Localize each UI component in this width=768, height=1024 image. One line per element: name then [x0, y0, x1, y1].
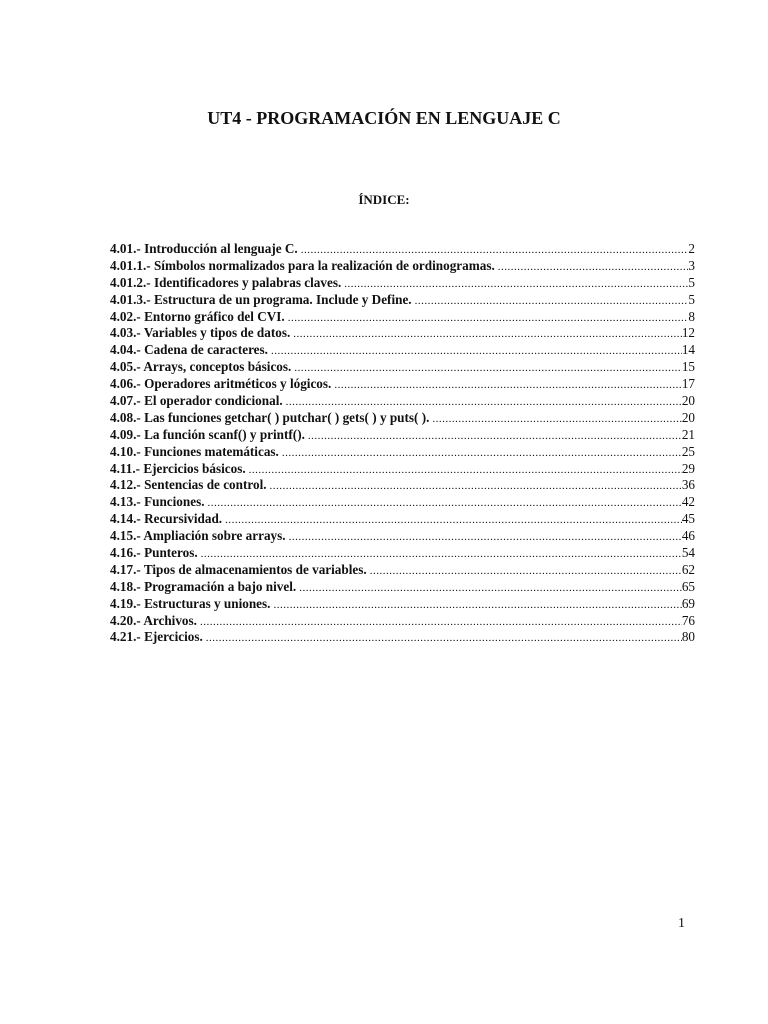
toc-entry[interactable] — [110, 494, 695, 511]
toc-dot-leader — [205, 495, 682, 511]
toc-entry[interactable] — [110, 359, 695, 376]
toc-entry-label: 4.15.- Ampliación sobre arrays. — [110, 528, 286, 544]
toc-entry[interactable] — [110, 444, 695, 461]
toc-entry[interactable] — [110, 241, 695, 258]
toc-entry[interactable] — [110, 325, 695, 342]
toc-dot-leader — [283, 394, 682, 410]
toc-entry-page: 80 — [681, 629, 695, 645]
toc-entry-page: 65 — [681, 578, 695, 594]
toc-entry-page: 12 — [681, 325, 695, 341]
toc-entry-label: 4.01.2.- Identificadores y palabras claves. — [110, 274, 342, 290]
toc-entry-page: 17 — [681, 376, 695, 392]
toc-entry[interactable] — [110, 427, 695, 444]
toc-entry-page: 15 — [681, 359, 695, 375]
toc-entry[interactable] — [110, 342, 695, 359]
toc-dot-leader — [270, 597, 681, 613]
toc-entry-label: 4.18.- Programación a bajo nivel. — [110, 578, 297, 594]
toc-dot-leader — [197, 614, 682, 630]
toc-entry-page: 45 — [681, 511, 695, 527]
toc-dot-leader — [298, 242, 689, 258]
toc-dot-leader — [331, 377, 681, 393]
toc-dot-leader — [268, 343, 682, 359]
toc-entry-page: 2 — [688, 241, 695, 256]
toc-entry[interactable] — [110, 613, 695, 630]
toc-dot-leader — [291, 360, 681, 376]
table-of-contents — [110, 241, 695, 646]
toc-entry-page: 29 — [681, 460, 695, 476]
toc-entry-label: 4.01.- Introducción al lenguaje C. — [110, 241, 298, 256]
toc-entry-label: 4.16.- Punteros. — [110, 545, 198, 561]
toc-entry-label: 4.09.- La función scanf() y printf(). — [110, 426, 305, 442]
toc-entry-label: 4.01.3.- Estructura de un programa. Include y Define. — [110, 291, 412, 307]
page-title: UT4 - PROGRAMACIÓN EN LENGUAJE C — [207, 108, 561, 128]
toc-entry-label: 4.11.- Ejercicios básicos. — [110, 460, 246, 476]
toc-entry-page: 14 — [681, 342, 695, 358]
toc-dot-leader — [285, 310, 689, 326]
toc-entry-page: 5 — [688, 274, 695, 290]
toc-entry-page: 54 — [681, 545, 695, 561]
toc-dot-leader — [429, 411, 681, 427]
toc-entry[interactable] — [110, 275, 695, 292]
toc-entry[interactable] — [110, 461, 695, 478]
toc-entry[interactable] — [110, 545, 695, 562]
toc-dot-leader — [222, 512, 682, 528]
toc-entry-page: 20 — [681, 409, 695, 425]
toc-dot-leader — [286, 529, 682, 545]
toc-entry-label: 4.20.- Archivos. — [110, 612, 197, 628]
toc-entry-label: 4.04.- Cadena de caracteres. — [110, 342, 268, 358]
toc-entry-label: 4.12.- Sentencias de control. — [110, 477, 267, 493]
toc-entry-page: 20 — [681, 393, 695, 409]
toc-entry[interactable] — [110, 596, 695, 613]
toc-entry[interactable] — [110, 511, 695, 528]
toc-entry-page: 36 — [681, 477, 695, 493]
toc-entry-label: 4.01.1.- Símbolos normalizados para la realización de ordinogramas. — [110, 257, 495, 273]
toc-entry[interactable] — [110, 579, 695, 596]
toc-entry-page: 21 — [681, 426, 695, 442]
toc-entry-page: 42 — [681, 494, 695, 510]
toc-entry-page: 25 — [681, 443, 695, 459]
toc-entry-label: 4.19.- Estructuras y uniones. — [110, 595, 271, 611]
toc-entry-page: 5 — [688, 291, 695, 307]
toc-dot-leader — [290, 326, 682, 342]
toc-dot-leader — [279, 445, 682, 461]
toc-entry-label: 4.05.- Arrays, conceptos básicos. — [110, 359, 292, 375]
toc-entry-page: 3 — [688, 257, 695, 273]
toc-dot-leader — [341, 276, 688, 292]
toc-entry[interactable] — [110, 309, 695, 326]
toc-entry-label: 4.21.- Ejercicios. — [110, 629, 203, 645]
page-number: 1 — [678, 916, 685, 931]
toc-entry-label: 4.02.- Entorno gráfico del CVI. — [110, 308, 285, 324]
toc-heading: ÍNDICE: — [358, 192, 410, 207]
toc-entry-label: 4.08.- Las funciones getchar( ) putchar( ) gets( ) y puts( ). — [110, 409, 430, 425]
toc-entry[interactable] — [110, 629, 695, 646]
toc-dot-leader — [203, 630, 682, 646]
toc-dot-leader — [495, 259, 689, 275]
toc-entry-label: 4.17.- Tipos de almacenamientos de variables. — [110, 561, 367, 577]
toc-entry-page: 76 — [681, 612, 695, 628]
toc-dot-leader — [267, 478, 682, 494]
toc-entry-label: 4.07.- El operador condicional. — [110, 393, 283, 409]
toc-entry-label: 4.03.- Variables y tipos de datos. — [110, 325, 291, 341]
toc-dot-leader — [296, 580, 682, 596]
toc-entry[interactable] — [110, 376, 695, 393]
toc-entry[interactable] — [110, 393, 695, 410]
toc-entry[interactable] — [110, 477, 695, 494]
toc-entry[interactable] — [110, 562, 695, 579]
toc-dot-leader — [198, 546, 682, 562]
toc-entry-label: 4.06.- Operadores aritméticos y lógicos. — [110, 376, 332, 392]
toc-entry[interactable] — [110, 292, 695, 309]
toc-entry[interactable] — [110, 258, 695, 275]
toc-entry[interactable] — [110, 410, 695, 427]
toc-entry-page: 8 — [688, 308, 695, 324]
toc-entry-page: 46 — [681, 528, 695, 544]
toc-dot-leader — [305, 428, 682, 444]
toc-entry-label: 4.10.- Funciones matemáticas. — [110, 443, 279, 459]
toc-dot-leader — [412, 293, 689, 309]
toc-entry-page: 62 — [681, 561, 695, 577]
toc-entry-page: 69 — [681, 595, 695, 611]
toc-dot-leader — [367, 563, 682, 579]
toc-entry[interactable] — [110, 528, 695, 545]
toc-entry-label: 4.14.- Recursividad. — [110, 511, 223, 527]
toc-dot-leader — [246, 462, 682, 478]
toc-entry-label: 4.13.- Funciones. — [110, 494, 205, 510]
